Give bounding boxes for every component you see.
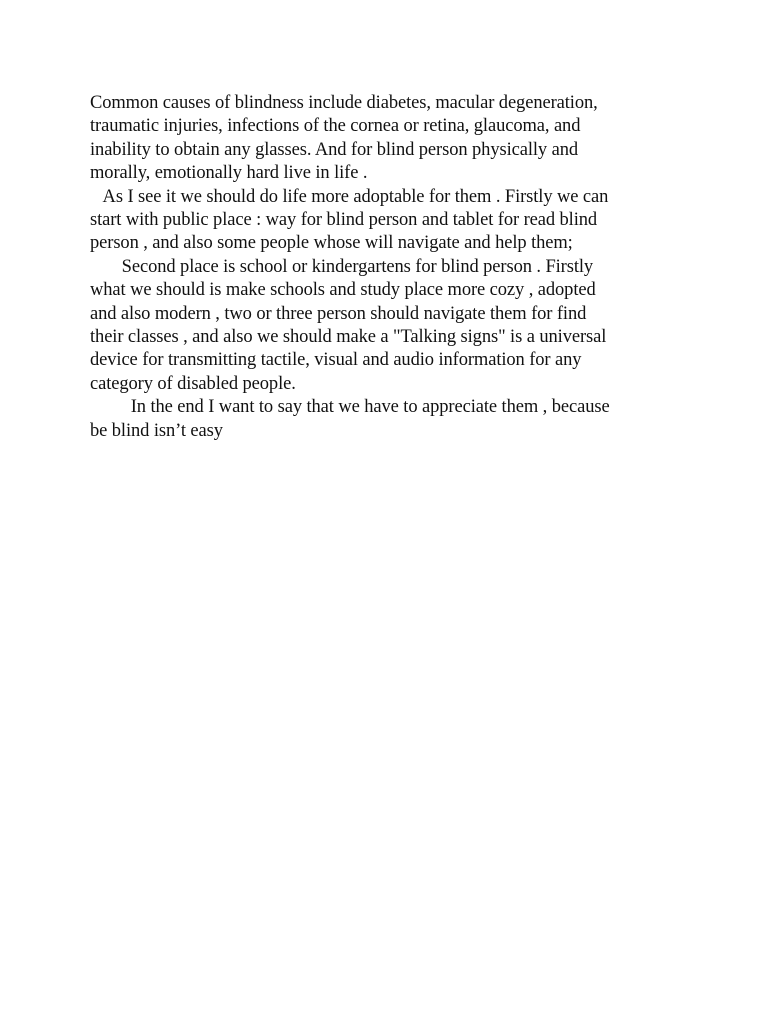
text-line: their classes , and also we should make a "Talking signs" is a universal <box>90 327 607 348</box>
text-line: what we should is make schools and study place more cozy , adopted <box>90 280 596 301</box>
text-line: inability to obtain any glasses. And for blind person physically and <box>90 139 579 160</box>
text-line: Common causes of blindness include diabetes, macular degeneration, <box>90 93 598 113</box>
text-line: Second place is school or kindergartens for blind person . Firstly <box>90 256 594 277</box>
text-line: In the end I want to say that we have to appreciate them , because <box>90 397 610 418</box>
text-line: category of disabled people. <box>90 373 296 394</box>
text-line: traumatic injuries, infections of the cornea or retina, glaucoma, and <box>90 116 581 137</box>
text-line: device for transmitting tactile, visual and audio information for any <box>90 350 582 371</box>
document-body <box>90 92 680 443</box>
text-line: and also modern , two or three person should navigate them for find <box>90 303 587 324</box>
text-line: morally, emotionally hard live in life . <box>90 163 368 184</box>
text-line: As I see it we should do life more adoptable for them . Firstly we can <box>90 186 609 207</box>
text-line: be blind isn’t easy <box>90 420 223 441</box>
text-line: start with public place : way for blind person and tablet for read blind <box>90 210 598 231</box>
text-line: person , and also some people whose will navigate and help them; <box>90 233 573 254</box>
